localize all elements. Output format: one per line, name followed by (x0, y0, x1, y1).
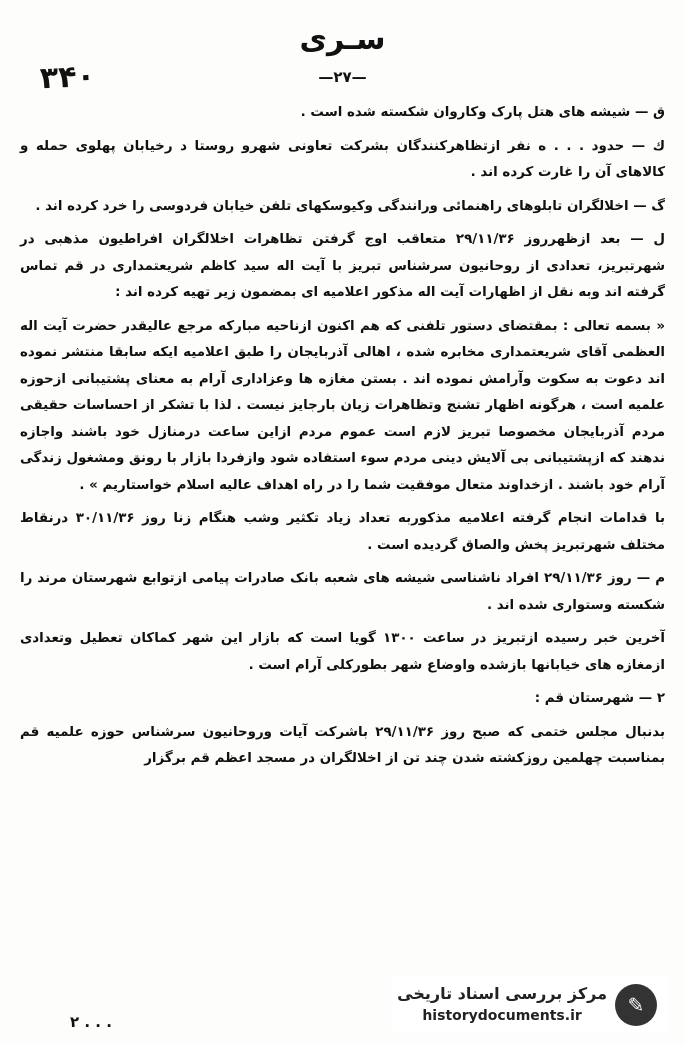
paragraph: آخرین خبر رسیده ازتبریز در ساعت ۱۳۰۰ گویا است که بازار این شهر کماکان تعطیل وتعدادی ازمغازه های خیابانها بازشده واوضاع شهر بطورکلی آرام است . (20, 631, 665, 673)
corner-mark: ۲ . . . (70, 1013, 112, 1031)
document-body (20, 100, 665, 780)
paragraph: بدنبال مجلس ختمی که صبح روز ۲۹/۱۱/۳۶ باشرکت آیات وروحانیون سرشناس حوزه علمیه قم بمناسبت چهلمین روزکشته شدن چند تن از اخلالگران در مسجد اعظم قم برگزار (20, 724, 665, 766)
paragraph: م — روز ۲۹/۱۱/۳۶ افراد ناشناسی شیشه های شعبه بانک صادرات پیامی ازتوابع شهرستان مرند را شکسته وستواری شده اند . (20, 571, 666, 613)
paragraph: گ — اخلالگران تابلوهای راهنمائی ورانندگی وکیوسکهای تلفن خیابان فردوسی را خرد کرده اند . (35, 198, 665, 214)
section-heading: ۲ — شهرستان قم : (534, 691, 665, 706)
paragraph: « بسمه تعالی : بمقتضای دستور تلفنی که هم اکنون ازناحیه مبارکه مرجع عالیقدر حضرت آیت اله العظمی آقای شریعتمداری مخابره شده ، اهالی آذربایجان را طبق اعلامیه ایکه سابقا منتشر نموده اند دعوت به سکوت وآرامش نموده اند . بستن مغازه ها وعزاداری آرام به معنای پشتیبانی ازحوزه علمیه است ، هرگونه اظهار تشنج وتظاهرات زیان بارجایز نیست . لذا با تشکر از احساسات حقیقی مردم آذربایجان مخصوصا تبریز لازم است عموم مردم ازاین ساعت درمنازل خود باشند واجازه ندهند که ازپشتیبانی بی آلایش دینی مردم سوء استفاده شود وازفردا بازار با رونق ومشغول زندگی آرام خود باشند . ازخداوند متعال موفقیت شما را در راه اهداف عالیه اسلام خواستاریم » . (20, 318, 665, 493)
handwritten-page-number: ۳۴۰ (39, 58, 96, 97)
page-number: —۲۷— (318, 68, 367, 86)
paragraph: ك — حدود . . . ه نفر ازتظاهرکنندگان بشرکت تعاونی شهرو روستا د رخیابان پهلوی حمله و کالاهای آن را غارت کرده اند . (20, 138, 665, 180)
archive-logo-icon: ✎ (615, 984, 657, 1026)
watermark (391, 977, 667, 1033)
watermark-url: historydocuments.ir (422, 1008, 582, 1024)
paragraph: ق — شیشه های هتل پارک وکاروان شکسته شده است . (300, 105, 665, 120)
watermark-title: مرکز بررسی اسناد تاریخی (397, 984, 607, 1003)
classification-stamp: سـرى (299, 22, 386, 57)
paragraph: با قدامات انجام گرفته اعلامیه مذکوربه تعداد زیاد تکثیر وشب هنگام زنا روز ۳۰/۱۱/۳۶ درنقاط مختلف شهرتبریز پخش والصاق گردیده است . (20, 511, 666, 553)
paragraph: ل — بعد ازظهرروز ۲۹/۱۱/۳۶ متعاقب اوج گرفتن تظاهرات اخلالگران افراطیون مذهبی در شهرتبریز، تعدادی از روحانیون سرشناس تبریز با آیت اله سید کاظم شریعتمداری در قم تماس گرفته اند وبه نقل از اظهارات آیت اله مذکور اعلامیه ای بمضمون زیر تهیه کرده اند : (20, 232, 665, 300)
